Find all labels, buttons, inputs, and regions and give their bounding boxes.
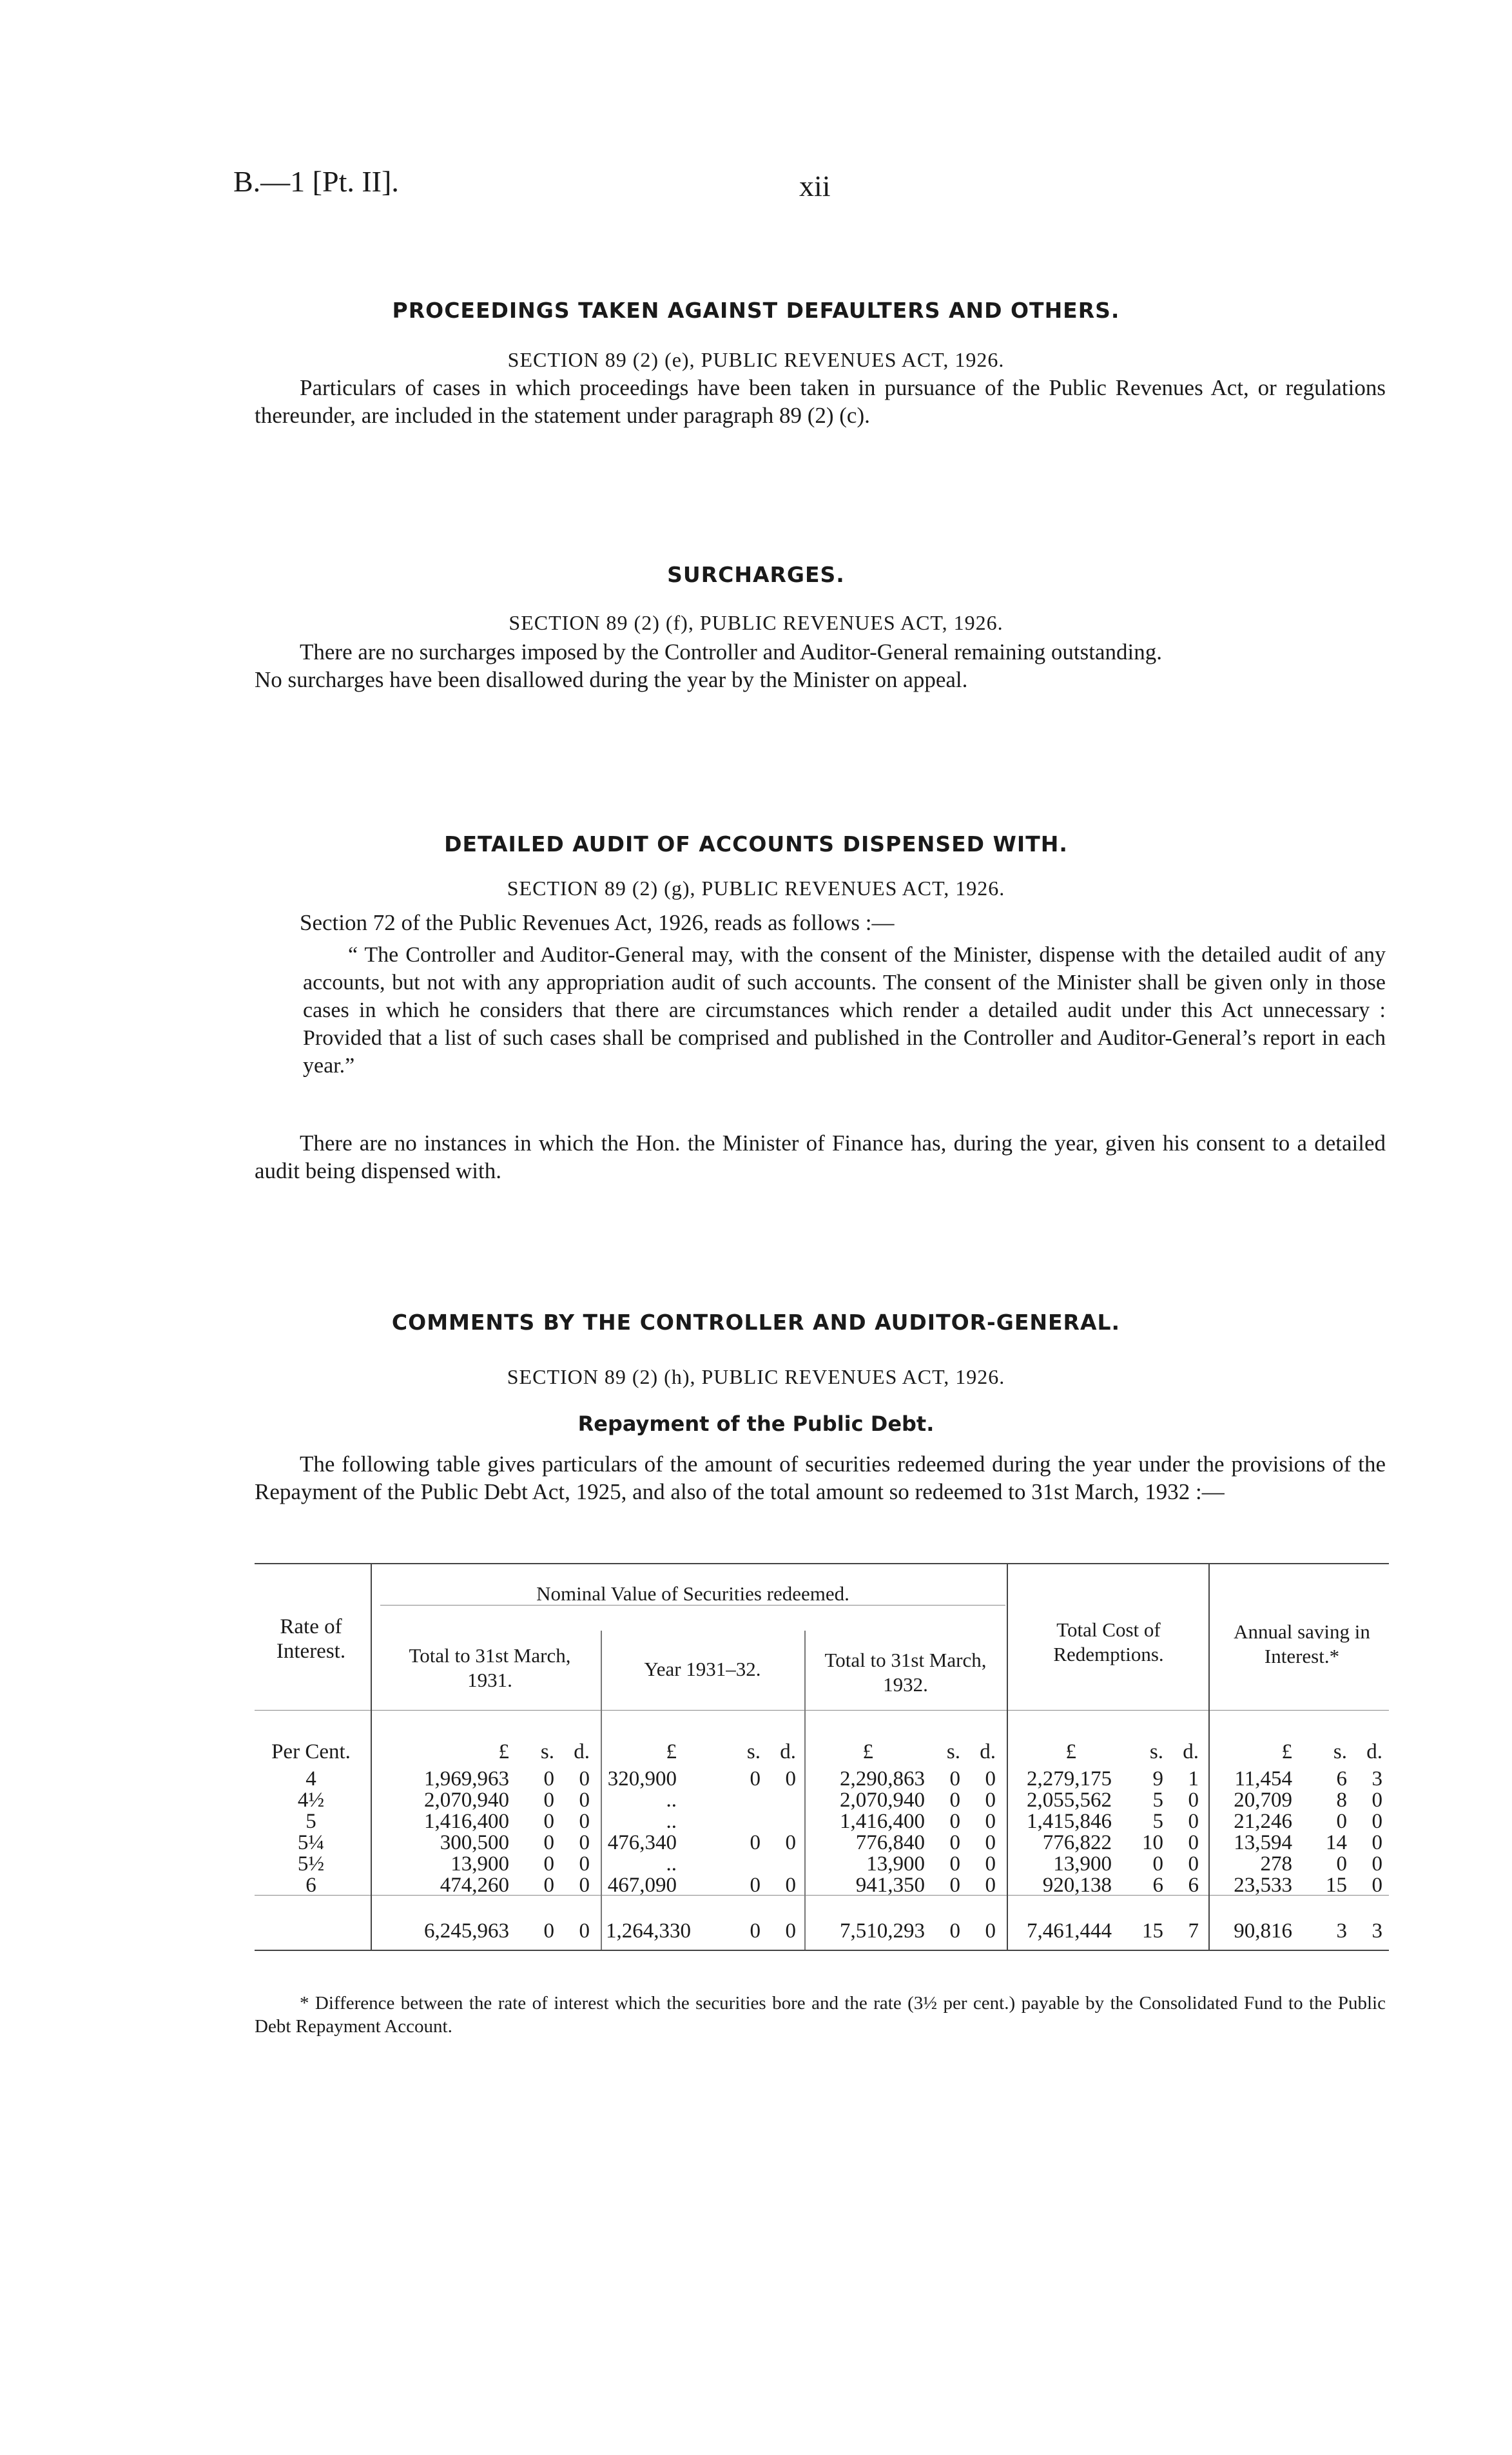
cost-pounds-cell: 920,138 [1042, 1874, 1112, 1897]
table-header-rule [255, 1710, 1389, 1711]
unit-pound: £ [1281, 1740, 1292, 1763]
section-title-detailed-audit: DETAILED AUDIT OF ACCOUNTS DISPENSED WITH. [444, 831, 1068, 857]
save-pence-cell: 0 [1371, 1874, 1382, 1897]
section-title-surcharges: SURCHARGES. [667, 562, 845, 587]
total-t32-pence-cell: 0 [985, 1919, 996, 1943]
t31-pence-cell: 0 [579, 1789, 590, 1812]
section-title-defaulters: PROCEEDINGS TAKEN AGAINST DEFAULTERS AND OTHERS. [392, 298, 1120, 323]
save-pounds-cell: 13,594 [1234, 1831, 1292, 1854]
rate-cell: 4½ [297, 1789, 325, 1812]
save-pence-cell: 0 [1371, 1831, 1382, 1854]
yr-pence-cell: 0 [785, 1767, 796, 1790]
detailed-audit-intro: Section 72 of the Public Revenues Act, 1926, reads as follows :— [300, 910, 895, 935]
t31-pence-cell: 0 [579, 1810, 590, 1833]
yr-pence-cell: 0 [785, 1831, 796, 1854]
save-pounds-cell: 20,709 [1234, 1789, 1292, 1812]
t32-shillings-cell: 0 [949, 1852, 960, 1876]
total-t31-pence-cell: 0 [579, 1919, 590, 1943]
unit-s: s. [1333, 1740, 1347, 1763]
cost-shillings-cell: 9 [1152, 1767, 1163, 1790]
cost-shillings-cell: 5 [1152, 1789, 1163, 1812]
save-pence-cell: 0 [1371, 1852, 1382, 1876]
save-shillings-cell: 0 [1336, 1810, 1347, 1833]
rate-cell: 5 [305, 1810, 316, 1833]
cost-pence-cell: 0 [1188, 1831, 1199, 1854]
header-annual-saving: Annual saving in Interest.* [1234, 1620, 1370, 1667]
t31-shillings-cell: 0 [543, 1789, 554, 1812]
total-cost-shillings-cell: 15 [1142, 1919, 1163, 1943]
unit-pound: £ [862, 1740, 873, 1763]
unit-pound: £ [1065, 1740, 1076, 1763]
t32-pence-cell: 0 [985, 1810, 996, 1833]
yr-shillings-cell: 0 [750, 1874, 761, 1897]
t31-shillings-cell: 0 [543, 1767, 554, 1790]
header-rate: Rate of Interest. [276, 1615, 346, 1663]
unit-pound: £ [498, 1740, 509, 1763]
t32-pence-cell: 0 [985, 1831, 996, 1854]
cost-pounds-cell: 13,900 [1053, 1852, 1112, 1876]
yr-pounds-cell: 476,340 [607, 1831, 677, 1854]
section-subtitle-defaulters: SECTION 89 (2) (e), PUBLIC REVENUES ACT, 1926. [507, 348, 1005, 371]
header-total-cost: Total Cost of Redemptions. [1053, 1618, 1164, 1665]
total-save-pounds-cell: 90,816 [1234, 1919, 1292, 1943]
yr-pounds-cell: 467,090 [607, 1874, 677, 1897]
cost-pounds-cell: 2,055,562 [1027, 1789, 1112, 1812]
save-shillings-cell: 0 [1336, 1852, 1347, 1876]
table-bottom-rule [255, 1950, 1389, 1951]
save-pounds-cell: 278 [1260, 1852, 1292, 1876]
cost-pounds-cell: 1,415,846 [1027, 1810, 1112, 1833]
t31-pounds-cell: 1,969,963 [424, 1767, 509, 1790]
t32-shillings-cell: 0 [949, 1767, 960, 1790]
save-shillings-cell: 14 [1326, 1831, 1347, 1854]
total-yr-pounds-cell: 1,264,330 [606, 1919, 691, 1943]
t31-shillings-cell: 0 [543, 1852, 554, 1876]
rate-cell: 6 [305, 1874, 316, 1897]
detailed-audit-quote: “ The Controller and Auditor-General may, with the consent of the Minister, dispense with the detailed audit of any accounts, but not with any appropriation audit of such accounts. The consent of the Minister shall be given only in those cases in which he considers that there are circumstances which render a detailed audit under this Act unnecessary : Provided that a list of such cases shall be comprised and published in the Controller and Auditor-General’s report in each year.” [303, 943, 1386, 1078]
cost-shillings-cell: 10 [1142, 1831, 1163, 1854]
unit-per-cent: Per Cent. [271, 1740, 351, 1763]
cost-shillings-cell: 0 [1152, 1852, 1163, 1876]
unit-s: s. [540, 1740, 554, 1763]
t31-pence-cell: 0 [579, 1767, 590, 1790]
unit-s: s. [946, 1740, 960, 1763]
section-body-defaulters: Particulars of cases in which proceedings have been taken in pursuance of the Public Revenues Act, or regulations thereunder, are included in the statement under paragraph 89 (2) (c). [255, 375, 1386, 428]
t32-pence-cell: 0 [985, 1789, 996, 1812]
t32-shillings-cell: 0 [949, 1810, 960, 1833]
repayment-body: The following table gives particulars of the amount of securities redeemed during the year under the provisions of the Repayment of the Public Debt Act, 1925, and also of the total amount so redeemed to 31st March, 1932 :— [255, 1451, 1386, 1504]
table-col-rule [601, 1631, 602, 1950]
detailed-audit-conclusion: There are no instances in which the Hon. the Minister of Finance has, during the year, given his consent to a detailed audit being dispensed with. [255, 1130, 1386, 1183]
t32-pence-cell: 0 [985, 1852, 996, 1876]
save-pounds-cell: 23,533 [1234, 1874, 1292, 1897]
rate-cell: 5¼ [297, 1831, 325, 1854]
cost-pounds-cell: 2,279,175 [1027, 1767, 1112, 1790]
unit-d: d. [574, 1740, 590, 1763]
section-subtitle-detailed-audit: SECTION 89 (2) (g), PUBLIC REVENUES ACT, 1926. [507, 877, 1005, 900]
yr-shillings-cell: 0 [750, 1831, 761, 1854]
total-save-pence-cell: 3 [1371, 1919, 1382, 1943]
t31-shillings-cell: 0 [543, 1874, 554, 1897]
rate-cell: 4 [305, 1767, 316, 1790]
table-col-rule [1007, 1563, 1008, 1950]
cost-shillings-cell: 6 [1152, 1874, 1163, 1897]
unit-s: s. [746, 1740, 761, 1763]
unit-d: d. [1183, 1740, 1199, 1763]
header-total-1932: Total to 31st March, 1932. [824, 1649, 987, 1696]
t31-shillings-cell: 0 [543, 1810, 554, 1833]
total-yr-pence-cell: 0 [785, 1919, 796, 1943]
cost-pence-cell: 0 [1188, 1789, 1199, 1812]
t32-shillings-cell: 0 [949, 1874, 960, 1897]
cost-shillings-cell: 5 [1152, 1810, 1163, 1833]
total-t32-pounds-cell: 7,510,293 [840, 1919, 925, 1943]
save-shillings-cell: 8 [1336, 1789, 1347, 1812]
cost-pence-cell: 6 [1188, 1874, 1199, 1897]
subheading-repayment: Repayment of the Public Debt. [577, 1412, 935, 1436]
total-t31-pounds-cell: 6,245,963 [424, 1919, 509, 1943]
total-cost-pounds-cell: 7,461,444 [1027, 1919, 1112, 1943]
save-shillings-cell: 6 [1336, 1767, 1347, 1790]
unit-pound: £ [666, 1740, 677, 1763]
header-total-1931: Total to 31st March, 1931. [409, 1644, 571, 1691]
cost-pence-cell: 0 [1188, 1852, 1199, 1876]
t32-pounds-cell: 776,840 [855, 1831, 925, 1854]
table-top-rule [255, 1563, 1389, 1564]
t31-pounds-cell: 1,416,400 [424, 1810, 509, 1833]
yr-pounds-cell: .. [666, 1852, 677, 1876]
t32-pounds-cell: 1,416,400 [840, 1810, 925, 1833]
t31-shillings-cell: 0 [543, 1831, 554, 1854]
t31-pounds-cell: 474,260 [440, 1874, 509, 1897]
t31-pounds-cell: 13,900 [451, 1852, 509, 1876]
cost-pence-cell: 0 [1188, 1810, 1199, 1833]
t31-pence-cell: 0 [579, 1874, 590, 1897]
t31-pence-cell: 0 [579, 1852, 590, 1876]
total-save-shillings-cell: 3 [1336, 1919, 1347, 1943]
save-pence-cell: 0 [1371, 1810, 1382, 1833]
t31-pounds-cell: 2,070,940 [424, 1789, 509, 1812]
save-pounds-cell: 11,454 [1234, 1767, 1292, 1790]
save-pounds-cell: 21,246 [1234, 1810, 1292, 1833]
header-year-1931-32: Year 1931–32. [644, 1658, 761, 1680]
save-pence-cell: 3 [1371, 1767, 1382, 1790]
unit-d: d. [780, 1740, 796, 1763]
yr-pounds-cell: .. [666, 1789, 677, 1812]
total-t31-shillings-cell: 0 [543, 1919, 554, 1943]
t32-pounds-cell: 2,070,940 [840, 1789, 925, 1812]
yr-pounds-cell: 320,900 [607, 1767, 677, 1790]
surcharges-line-2: No surcharges have been disallowed during the year by the Minister on appeal. [255, 667, 968, 692]
surcharges-line-1: There are no surcharges imposed by the Controller and Auditor-General remaining outstanding. [300, 639, 1162, 665]
table-col-rule [804, 1631, 806, 1950]
t32-shillings-cell: 0 [949, 1789, 960, 1812]
t31-pence-cell: 0 [579, 1831, 590, 1854]
save-shillings-cell: 15 [1326, 1874, 1347, 1897]
total-t32-shillings-cell: 0 [949, 1919, 960, 1943]
section-title-comments: COMMENTS BY THE CONTROLLER AND AUDITOR-GENERAL. [391, 1310, 1121, 1335]
t32-pounds-cell: 941,350 [855, 1874, 925, 1897]
t32-pence-cell: 0 [985, 1767, 996, 1790]
cost-pence-cell: 1 [1188, 1767, 1199, 1790]
rate-cell: 5½ [297, 1852, 325, 1876]
page-header-reference: B.—1 [Pt. II]. [233, 165, 399, 198]
section-subtitle-comments: SECTION 89 (2) (h), PUBLIC REVENUES ACT, 1926. [507, 1365, 1005, 1388]
total-yr-shillings-cell: 0 [750, 1919, 761, 1943]
yr-shillings-cell: 0 [750, 1767, 761, 1790]
t32-pounds-cell: 2,290,863 [840, 1767, 925, 1790]
save-pence-cell: 0 [1371, 1789, 1382, 1812]
t32-pence-cell: 0 [985, 1874, 996, 1897]
unit-d: d. [1366, 1740, 1382, 1763]
table-col-rule [371, 1563, 372, 1950]
yr-pounds-cell: .. [666, 1810, 677, 1833]
unit-d: d. [980, 1740, 996, 1763]
section-subtitle-surcharges: SECTION 89 (2) (f), PUBLIC REVENUES ACT, 1926. [509, 611, 1003, 634]
page-number: xii [799, 170, 831, 202]
table-col-rule [1208, 1563, 1210, 1950]
header-nominal: Nominal Value of Securities redeemed. [536, 1582, 849, 1605]
t32-shillings-cell: 0 [949, 1831, 960, 1854]
unit-s: s. [1149, 1740, 1163, 1763]
cost-pounds-cell: 776,822 [1042, 1831, 1112, 1854]
total-cost-pence-cell: 7 [1188, 1919, 1199, 1943]
table-footnote: * Difference between the rate of interest which the securities bore and the rate (3½ per cent.) payable by the Consolidated Fund to the Public Debt Repayment Account. [255, 1993, 1386, 2037]
yr-pence-cell: 0 [785, 1874, 796, 1897]
t32-pounds-cell: 13,900 [866, 1852, 925, 1876]
t31-pounds-cell: 300,500 [440, 1831, 509, 1854]
